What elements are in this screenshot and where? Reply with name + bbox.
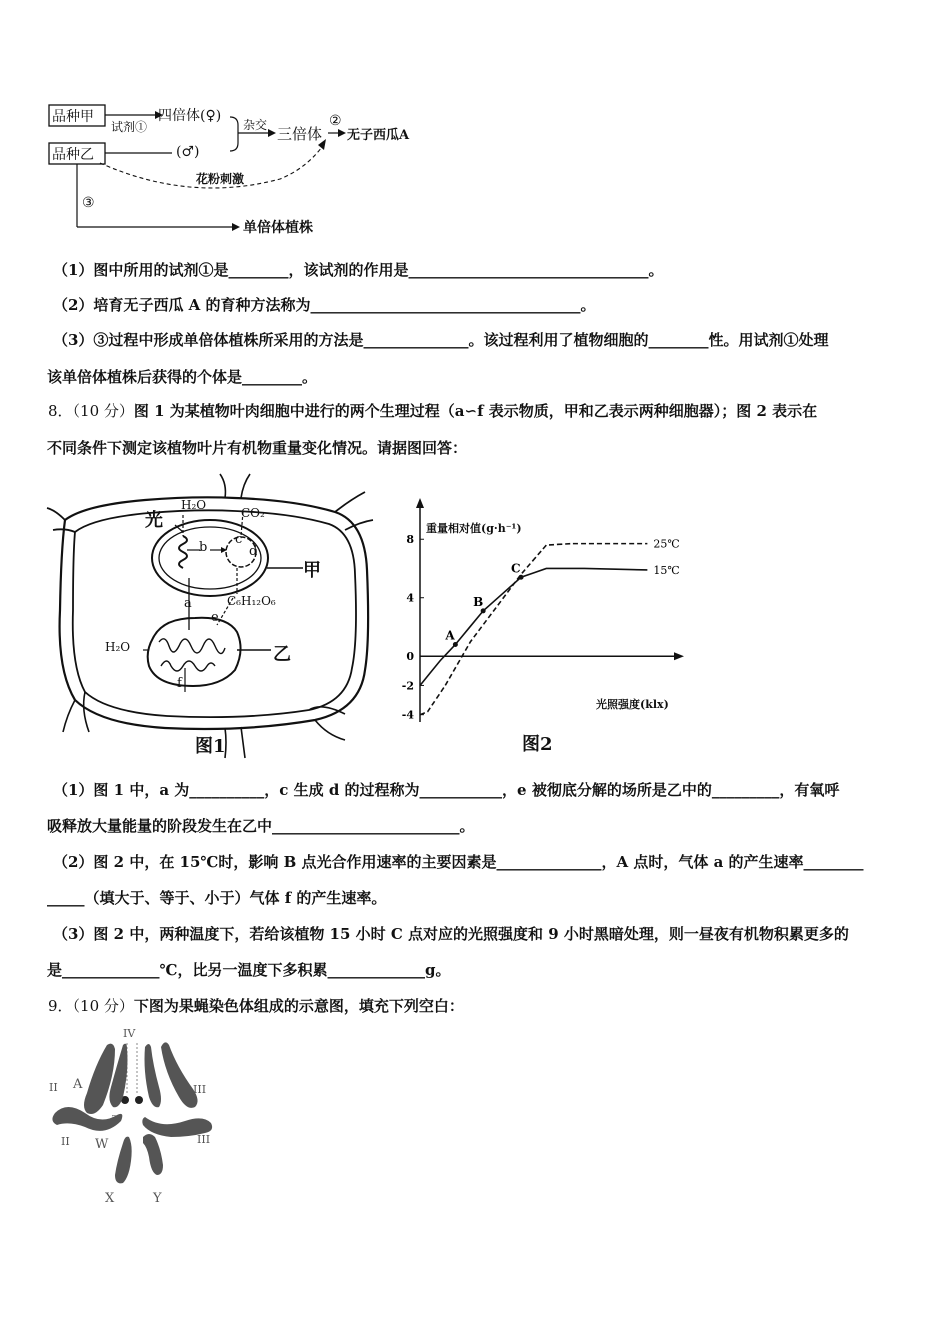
fruitfly-karyotype	[45, 1025, 225, 1210]
fig1-label-a: a	[184, 596, 192, 611]
label-male: (♂)	[176, 144, 200, 160]
label-step3: ③	[82, 195, 95, 211]
point-A	[453, 642, 458, 647]
thylakoid	[179, 536, 187, 568]
q7-part1: （1）图中所用的试剂①是________，该试剂的作用是________________________________。	[53, 261, 664, 279]
q7-part3-line1: （3）③过程中形成单倍体植株所采用的方法是______________。该过程利用了植物细胞的________性。用试剂①处理	[53, 331, 829, 349]
q7-part3-line2: 该单倍体植株后获得的个体是________。	[47, 368, 318, 386]
q8-part1-line1: （1）图 1 中，a 为__________，c 生成 d 的过程称为___________，e 被彻底分解的场所是乙中的_________，有氧呼	[53, 781, 840, 799]
y-tick-label: 4	[406, 591, 414, 605]
label-step2: ②	[329, 113, 342, 129]
chromosome-II-upper	[84, 1044, 115, 1114]
point-C	[519, 575, 524, 580]
q8-stem-line1	[48, 401, 817, 421]
label-haploid: 单倍体植株	[243, 220, 313, 236]
fig1-label-c6h12o6: C₆H₁₂O₆	[227, 594, 276, 608]
karyo-label-Y: Y	[153, 1191, 162, 1206]
breeding-diagram	[40, 95, 440, 245]
fig1-label-light: 光	[145, 510, 163, 531]
label-box-jia: 品种甲	[52, 109, 94, 125]
fig1-caption: 图1	[195, 736, 226, 757]
point-label-A: A	[445, 628, 455, 643]
chart-xlabel: 光照强度(klx)	[596, 698, 669, 711]
karyo-label-IV: IV	[123, 1027, 136, 1040]
fig1-label-c: c	[235, 532, 243, 547]
mitochondrion-cristae	[159, 639, 225, 671]
q8-number: 8．（10 分）	[48, 402, 134, 420]
karyo-label-X: X	[105, 1191, 115, 1206]
y-tick-label: 0	[406, 650, 414, 664]
q8-part1-line2: 吸释放大量能量的阶段发生在乙中_________________________。	[47, 817, 475, 835]
label-triploid: 三倍体	[277, 125, 323, 143]
q8-part3-line1: （3）图 2 中，两种温度下，若给该植物 15 小时 C 点对应的光照强度和 9 小时黑暗处理，则一昼夜有机物积累更多的	[53, 925, 849, 943]
q8-stem-text: 图 1 为某植物叶肉细胞中进行的两个生理过程（a∽f 表示物质，甲和乙表示两种细胞器）；图 2 表示在	[133, 402, 818, 420]
y-tick-label: 8	[406, 533, 414, 547]
label-tetraploid: 四倍体(♀)	[158, 108, 222, 124]
q9-stem-text: 下图为果蝇染色体组成的示意图，填充下列空白：	[133, 997, 464, 1015]
point-label-C: C	[511, 561, 521, 576]
point-B	[481, 608, 486, 613]
series-label: 25℃	[653, 537, 680, 551]
q7-part2: （2）培育无子西瓜 A 的育种方法称为____________________________________。	[53, 296, 596, 314]
fig1-label-d: d	[249, 544, 258, 559]
karyo-label-III-upper: III	[193, 1083, 207, 1096]
y-tick-label: -4	[401, 708, 414, 722]
fig1-label-co2: CO₂	[241, 506, 265, 520]
fig1-label-f: f	[177, 676, 182, 691]
chloroplast-inner	[159, 527, 261, 589]
label-box-yi: 品种乙	[52, 147, 94, 163]
chromosome-IV-right	[135, 1096, 143, 1104]
karyo-label-III-lower: III	[197, 1133, 211, 1146]
karyo-label-II-upper: II	[49, 1081, 58, 1094]
q8-stem-line2: 不同条件下测定该植物叶片有机物重量变化情况。请据图回答：	[47, 439, 468, 457]
chart-ylabel: 重量相对值(g·h⁻¹)	[426, 522, 522, 535]
point-label-B: B	[473, 594, 484, 609]
q9-stem	[48, 996, 464, 1016]
figure1-cell	[45, 470, 380, 760]
q8-part3-line2: 是_____________℃，比另一温度下多积累_____________g。	[47, 961, 451, 979]
series-label: 15℃	[653, 563, 680, 577]
fig1-label-h2o-top: H₂O	[181, 498, 207, 512]
q8-part2-line1: （2）图 2 中，在 15℃时，影响 B 点光合作用速率的主要因素是______________，A 点时，气体 a 的产生速率________	[53, 853, 864, 871]
chromosome-X	[115, 1137, 132, 1184]
label-seedless: 无子西瓜A	[347, 128, 410, 143]
label-pollen: 花粉刺激	[196, 172, 245, 186]
chromosome-Y	[143, 1134, 163, 1175]
series-line-15c	[420, 568, 647, 685]
karyo-label-A: A	[73, 1077, 83, 1092]
fig1-label-h2o-left: H₂O	[105, 640, 131, 654]
figure2-chart	[390, 490, 710, 760]
fig1-label-jia: 甲	[303, 560, 321, 581]
fig1-label-yi: 乙	[273, 644, 291, 665]
label-cross: 杂交	[243, 118, 268, 132]
q8-part2-line2: _____（填大于、等于、小于）气体 f 的产生速率。	[47, 889, 387, 907]
karyotype-drawing	[45, 1025, 225, 1210]
x-axis-arrow	[674, 652, 684, 660]
fig1-label-e: e	[211, 610, 219, 625]
karyo-label-a: a	[111, 1111, 118, 1124]
karyo-label-W: W	[95, 1137, 109, 1152]
chart-caption: 图2	[522, 734, 553, 755]
fig1-label-b: b	[199, 540, 208, 555]
y-axis-arrow	[416, 498, 424, 508]
chromosome-III-inner	[145, 1044, 162, 1107]
chromosome-III-upper	[161, 1042, 198, 1107]
y-tick-label: -2	[401, 679, 414, 693]
karyo-label-II-lower: II	[61, 1135, 70, 1148]
q9-number: 9．（10 分）	[48, 997, 134, 1015]
label-reagent: 试剂①	[111, 120, 148, 134]
